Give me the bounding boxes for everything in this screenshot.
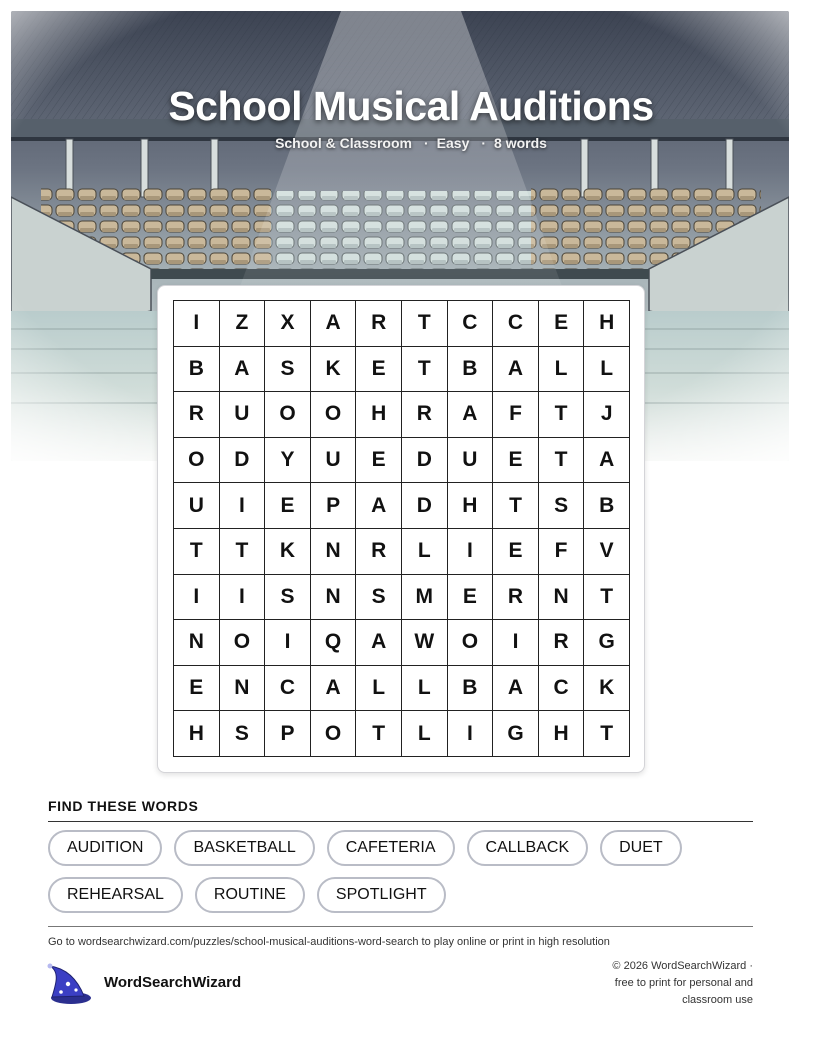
grid-cell[interactable]: L [539,347,585,393]
grid-cell[interactable]: E [174,666,220,712]
grid-cell[interactable]: A [493,666,539,712]
grid-cell[interactable]: E [493,438,539,484]
grid-cell[interactable]: R [356,301,402,347]
grid-cell[interactable]: T [493,483,539,529]
grid-cell[interactable]: D [402,438,448,484]
page-title: School Musical Auditions [168,83,654,129]
grid-cell[interactable]: T [539,438,585,484]
grid-cell[interactable]: S [539,483,585,529]
grid-cell[interactable]: J [584,392,630,438]
grid-cell[interactable]: T [174,529,220,575]
grid-cell[interactable]: S [265,347,311,393]
word-count-label: 8 words [494,135,547,151]
grid-cell[interactable]: B [448,666,494,712]
grid-cell[interactable]: R [402,392,448,438]
wizard-hat-icon [46,962,92,1006]
divider [48,821,753,822]
grid-cell[interactable]: K [265,529,311,575]
grid-cell[interactable]: O [220,620,266,666]
grid-cell[interactable]: S [265,575,311,621]
grid-cell[interactable]: T [584,711,630,757]
grid-cell[interactable]: L [402,711,448,757]
word-chip: CALLBACK [467,830,589,866]
grid-cell[interactable]: A [356,483,402,529]
grid-cell[interactable]: E [356,438,402,484]
grid-cell[interactable]: I [448,711,494,757]
grid-cell[interactable]: D [402,483,448,529]
grid-cell[interactable]: T [584,575,630,621]
grid-cell[interactable]: M [402,575,448,621]
grid-cell[interactable]: Z [220,301,266,347]
grid-cell[interactable]: B [174,347,220,393]
grid-cell[interactable]: B [584,483,630,529]
grid-cell[interactable]: G [584,620,630,666]
grid-cell[interactable]: R [539,620,585,666]
word-chip: SPOTLIGHT [317,877,446,913]
grid-cell[interactable]: O [448,620,494,666]
grid-cell[interactable]: H [539,711,585,757]
grid-cell[interactable]: N [174,620,220,666]
grid-cell[interactable]: E [493,529,539,575]
copyright-notice [560,958,753,1009]
grid-cell[interactable]: B [448,347,494,393]
grid-cell[interactable]: C [493,301,539,347]
grid-cell[interactable]: I [220,483,266,529]
grid-cell[interactable]: H [356,392,402,438]
word-chip: BASKETBALL [174,830,314,866]
grid-cell[interactable]: A [448,392,494,438]
grid-cell[interactable]: A [220,347,266,393]
grid-cell[interactable]: O [174,438,220,484]
word-chip: CAFETERIA [327,830,455,866]
grid-cell[interactable]: C [539,666,585,712]
grid-cell[interactable]: R [493,575,539,621]
copyright-line: free to print for personal and [614,977,753,989]
grid-cell[interactable]: O [265,392,311,438]
grid-cell[interactable]: I [174,301,220,347]
puzzle-meta [11,135,789,151]
grid-cell[interactable]: H [448,483,494,529]
grid-cell[interactable]: O [311,392,357,438]
grid-cell[interactable]: L [402,666,448,712]
grid-cell[interactable]: T [402,347,448,393]
grid-cell[interactable]: A [584,438,630,484]
grid-cell[interactable]: U [311,438,357,484]
grid-cell[interactable]: E [265,483,311,529]
grid-cell[interactable]: P [265,711,311,757]
grid-cell[interactable]: T [539,392,585,438]
grid-cell[interactable]: X [265,301,311,347]
grid-cell[interactable]: H [174,711,220,757]
grid-cell[interactable]: C [448,301,494,347]
grid-cell[interactable]: N [311,529,357,575]
grid-cell[interactable]: I [220,575,266,621]
separator-dot: · [423,135,429,151]
grid-cell[interactable]: L [402,529,448,575]
grid-cell[interactable]: I [174,575,220,621]
grid-cell[interactable]: U [448,438,494,484]
grid-cell[interactable]: U [220,392,266,438]
grid-cell[interactable]: P [311,483,357,529]
grid-cell[interactable]: R [174,392,220,438]
grid-cell[interactable]: N [539,575,585,621]
word-chip: REHEARSAL [48,877,183,913]
word-chip: ROUTINE [195,877,305,913]
grid-cell[interactable]: C [265,666,311,712]
grid-cell[interactable]: E [356,347,402,393]
divider [48,926,753,927]
grid-cell[interactable]: I [493,620,539,666]
footer-url-text: Go to wordsearchwizard.com/puzzles/school-musical-auditions-word-search to play online or print in high resolution [48,936,610,948]
grid-cell[interactable]: H [584,301,630,347]
grid-cell[interactable]: L [356,666,402,712]
copyright-line: classroom use [682,994,753,1006]
grid-cell[interactable]: E [539,301,585,347]
grid-cell[interactable]: A [311,301,357,347]
grid-cell[interactable]: L [584,347,630,393]
grid-cell[interactable]: T [220,529,266,575]
grid-cell[interactable]: N [311,575,357,621]
category-label: School & Classroom [275,135,412,151]
grid-cell[interactable]: U [174,483,220,529]
grid-cell[interactable]: N [220,666,266,712]
word-list [48,830,768,913]
grid-cell[interactable]: A [356,620,402,666]
grid-cell[interactable]: I [265,620,311,666]
brand-name: WordSearchWizard [104,974,242,991]
word-chip: DUET [600,830,682,866]
grid-cell[interactable]: T [356,711,402,757]
grid-cell[interactable]: K [311,347,357,393]
grid-cell[interactable]: W [402,620,448,666]
grid-cell[interactable]: Y [265,438,311,484]
grid-cell[interactable]: E [448,575,494,621]
grid-cell[interactable]: F [493,392,539,438]
grid-cell[interactable]: A [311,666,357,712]
grid-cell[interactable]: K [584,666,630,712]
difficulty-label: Easy [436,135,470,151]
letter-grid[interactable] [173,300,630,757]
grid-cell[interactable]: V [584,529,630,575]
grid-cell[interactable]: R [356,529,402,575]
word-list-heading: FIND THESE WORDS [48,798,199,814]
separator-dot: · [481,135,487,151]
puzzle-card [157,285,645,773]
grid-cell[interactable]: O [311,711,357,757]
copyright-line: © 2026 WordSearchWizard · [612,960,753,972]
word-chip: AUDITION [48,830,162,866]
grid-cell[interactable]: I [448,529,494,575]
grid-cell[interactable]: G [493,711,539,757]
grid-cell[interactable]: D [220,438,266,484]
grid-cell[interactable]: F [539,529,585,575]
grid-cell[interactable]: S [220,711,266,757]
grid-cell[interactable]: T [402,301,448,347]
grid-cell[interactable]: A [493,347,539,393]
grid-cell[interactable]: S [356,575,402,621]
grid-cell[interactable]: Q [311,620,357,666]
